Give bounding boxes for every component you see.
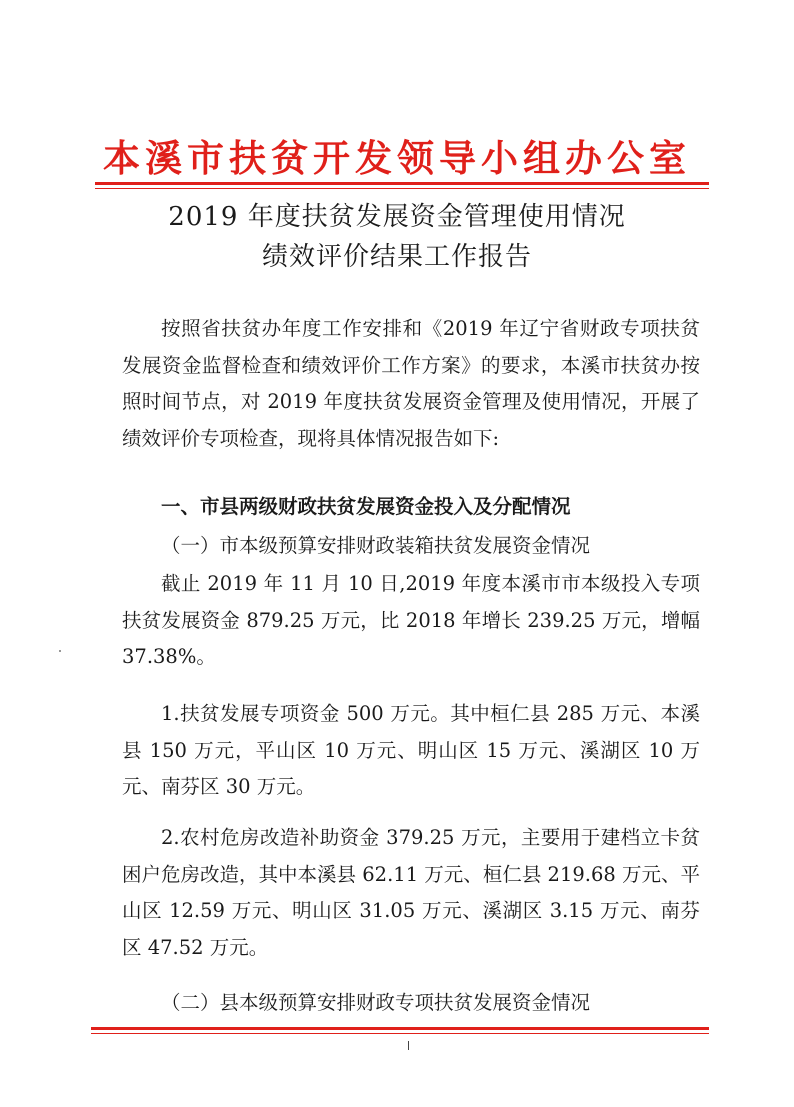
funding-summary-paragraph: 截止 2019 年 11 月 10 日,2019 年度本溪市市本级投入专项扶贫发展资金 879.25 万元，比 2018 年增长 239.25 万元，增幅 37.38%。 xyxy=(122,572,700,668)
footer-rule-thick xyxy=(91,1027,709,1030)
footer-rule-thin xyxy=(91,1033,709,1034)
report-title-line1: 2019 年度扶贫发展资金管理使用情况 xyxy=(168,202,626,232)
section1-sub1-heading: （一）市本级预算安排财政装箱扶贫发展资金情况 xyxy=(161,534,591,557)
funding-item1-paragraph: 1.扶贫发展专项资金 500 万元。其中桓仁县 285 万元、本溪县 150 万元，平山区 10 万元、明山区 15 万元、溪湖区 10 万元、南芬区 30 万元。 xyxy=(122,702,700,798)
section1-heading: 一、市县两级财政扶贫发展资金投入及分配情况 xyxy=(161,495,571,518)
scan-speck xyxy=(59,650,61,652)
header-rule-thin xyxy=(95,188,709,189)
funding-item2-paragraph: 2.农村危房改造补助资金 379.25 万元，主要用于建档立卡贫困户危房改造，其中本溪县 62.11 万元、桓仁县 219.68 万元、平山区 12.59 万元、明山区 31.05 万元、溪湖区 3.15 万元、南芬区 47.52 万元。 xyxy=(122,826,700,959)
report-title-line2: 绩效评价结果工作报告 xyxy=(261,242,532,272)
section1-sub2-heading: （二）县本级预算安排财政专项扶贫发展资金情况 xyxy=(161,991,591,1014)
page-mark xyxy=(408,1041,409,1050)
header-rule-thick xyxy=(95,182,709,185)
intro-paragraph: 按照省扶贫办年度工作安排和《2019 年辽宁省财政专项扶贫发展资金监督检查和绩效评价工作方案》的要求，本溪市扶贫办按照时间节点，对 2019 年度扶贫发展资金管理及使用情况，开展了绩效评价专项检查，现将具体情况报告如下: xyxy=(122,317,700,450)
org-header: 本溪市扶贫开发领导小组办公室 xyxy=(103,136,691,180)
